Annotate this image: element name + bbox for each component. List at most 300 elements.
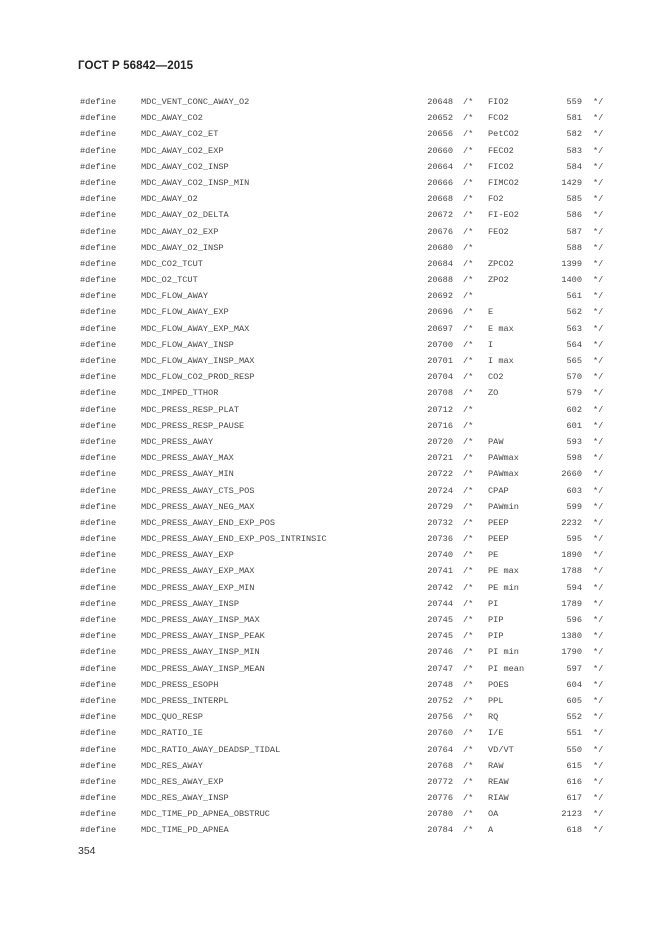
comment-number: 599 (566, 501, 582, 512)
comment-number: 2232 (561, 517, 582, 528)
define-row (0, 580, 661, 596)
define-keyword: #define (80, 550, 117, 561)
define-keyword: #define (80, 712, 117, 723)
define-keyword: #define (80, 663, 117, 674)
macro-code: 20776 (427, 793, 453, 804)
macro-name: MDC_PRESS_AWAY_MIN (141, 469, 234, 480)
comment-close: */ (593, 485, 604, 496)
comment-close: */ (593, 113, 604, 124)
macro-name: MDC_TIME_PD_APNEA (141, 825, 229, 836)
comment-number: 587 (566, 226, 582, 237)
comment-close: */ (593, 258, 604, 269)
define-row (0, 466, 661, 482)
define-row (0, 418, 661, 434)
comment-close: */ (593, 372, 604, 383)
macro-code: 20672 (427, 210, 453, 221)
comment-close: */ (593, 712, 604, 723)
macro-code: 20745 (427, 615, 453, 625)
define-listing (0, 94, 661, 839)
define-keyword: #define (80, 388, 117, 399)
macro-code: 20732 (427, 517, 453, 528)
comment-abbreviation: I max (488, 356, 514, 366)
comment-number: 563 (566, 323, 582, 334)
comment-number: 617 (566, 793, 582, 804)
macro-name: MDC_PRESS_AWAY_EXP_MIN (141, 582, 255, 593)
comment-abbreviation: CO2 (488, 372, 504, 383)
comment-number: 582 (566, 129, 582, 140)
comment-open: /* (463, 615, 474, 625)
macro-code: 20680 (427, 242, 453, 253)
define-row (0, 661, 661, 677)
macro-name: MDC_PRESS_AWAY_MAX (141, 453, 234, 464)
comment-abbreviation: PEEP (488, 534, 509, 545)
comment-abbreviation: ZPCO2 (488, 258, 514, 269)
macro-name: MDC_O2_TCUT (141, 275, 198, 286)
define-keyword: #define (80, 793, 117, 804)
macro-code: 20664 (427, 161, 453, 172)
macro-name: MDC_QUO_RESP (141, 712, 203, 723)
comment-number: 581 (566, 113, 582, 124)
macro-code: 20764 (427, 744, 453, 755)
define-keyword: #define (80, 469, 117, 480)
comment-number: 586 (566, 210, 582, 221)
comment-open: /* (463, 177, 474, 188)
comment-number: 1890 (561, 550, 582, 561)
comment-open: /* (463, 744, 474, 755)
comment-open: /* (463, 388, 474, 399)
macro-code: 20729 (427, 501, 453, 512)
define-row (0, 256, 661, 272)
define-keyword: #define (80, 372, 117, 383)
macro-code: 20745 (427, 631, 453, 642)
comment-number: 1789 (561, 598, 582, 609)
comment-close: */ (593, 793, 604, 804)
macro-code: 20724 (427, 485, 453, 496)
comment-abbreviation: CPAP (488, 485, 509, 496)
macro-name: MDC_IMPED_TTHOR (141, 388, 219, 399)
macro-name: MDC_PRESS_ESOPH (141, 679, 219, 690)
define-row (0, 677, 661, 693)
comment-open: /* (463, 129, 474, 140)
macro-name: MDC_PRESS_INTERPL (141, 695, 229, 706)
comment-abbreviation: PIP (488, 615, 504, 625)
define-keyword: #define (80, 145, 117, 156)
define-keyword: #define (80, 291, 117, 302)
comment-close: */ (593, 679, 604, 690)
define-row (0, 434, 661, 450)
define-keyword: #define (80, 582, 117, 593)
comment-close: */ (593, 453, 604, 464)
comment-abbreviation: PPL (488, 695, 504, 706)
comment-number: 559 (566, 97, 582, 107)
macro-code: 20666 (427, 177, 453, 188)
comment-open: /* (463, 356, 474, 366)
comment-close: */ (593, 825, 604, 836)
define-keyword: #define (80, 534, 117, 545)
define-row (0, 159, 661, 175)
comment-close: */ (593, 275, 604, 286)
macro-code: 20697 (427, 323, 453, 334)
comment-abbreviation: OA (488, 809, 499, 820)
comment-number: 605 (566, 695, 582, 706)
comment-close: */ (593, 598, 604, 609)
macro-name: MDC_AWAY_CO2 (141, 113, 203, 124)
comment-open: /* (463, 210, 474, 221)
define-row (0, 822, 661, 838)
define-keyword: #define (80, 453, 117, 464)
comment-open: /* (463, 663, 474, 674)
comment-close: */ (593, 339, 604, 350)
macro-name: MDC_PRESS_AWAY_NEG_MAX (141, 501, 255, 512)
comment-open: /* (463, 809, 474, 820)
define-row (0, 402, 661, 418)
comment-open: /* (463, 97, 474, 107)
macro-code: 20780 (427, 809, 453, 820)
define-row (0, 547, 661, 563)
comment-open: /* (463, 517, 474, 528)
comment-close: */ (593, 226, 604, 237)
comment-close: */ (593, 356, 604, 366)
comment-abbreviation: PI min (488, 647, 519, 658)
define-keyword: #define (80, 194, 117, 205)
comment-abbreviation: PAWmax (488, 469, 519, 480)
comment-close: */ (593, 663, 604, 674)
comment-close: */ (593, 129, 604, 140)
comment-abbreviation: PAWmin (488, 501, 519, 512)
comment-close: */ (593, 404, 604, 415)
comment-abbreviation: I/E (488, 728, 504, 739)
define-row (0, 563, 661, 579)
comment-number: 602 (566, 404, 582, 415)
comment-close: */ (593, 615, 604, 625)
macro-name: MDC_PRESS_AWAY_INSP_PEAK (141, 631, 265, 642)
macro-name: MDC_PRESS_AWAY_INSP_MAX (141, 615, 260, 625)
comment-open: /* (463, 760, 474, 771)
macro-code: 20652 (427, 113, 453, 124)
comment-open: /* (463, 420, 474, 431)
macro-code: 20742 (427, 582, 453, 593)
comment-close: */ (593, 420, 604, 431)
define-row (0, 644, 661, 660)
comment-close: */ (593, 647, 604, 658)
define-keyword: #define (80, 356, 117, 366)
macro-code: 20772 (427, 776, 453, 787)
define-keyword: #define (80, 161, 117, 172)
define-keyword: #define (80, 307, 117, 318)
define-keyword: #define (80, 517, 117, 528)
macro-code: 20756 (427, 712, 453, 723)
comment-close: */ (593, 323, 604, 334)
define-row (0, 126, 661, 142)
macro-code: 20747 (427, 663, 453, 674)
macro-name: MDC_FLOW_AWAY_EXP (141, 307, 229, 318)
macro-name: MDC_CO2_TCUT (141, 258, 203, 269)
comment-abbreviation: FCO2 (488, 113, 509, 124)
comment-number: 594 (566, 582, 582, 593)
comment-number: 564 (566, 339, 582, 350)
comment-open: /* (463, 776, 474, 787)
macro-code: 20704 (427, 372, 453, 383)
comment-open: /* (463, 582, 474, 593)
comment-open: /* (463, 291, 474, 302)
macro-code: 20722 (427, 469, 453, 480)
macro-name: MDC_RES_AWAY (141, 760, 203, 771)
macro-name: MDC_AWAY_O2_DELTA (141, 210, 229, 221)
comment-open: /* (463, 323, 474, 334)
comment-open: /* (463, 307, 474, 318)
macro-name: MDC_PRESS_AWAY_EXP_MAX (141, 566, 255, 577)
define-keyword: #define (80, 339, 117, 350)
comment-close: */ (593, 97, 604, 107)
define-keyword: #define (80, 695, 117, 706)
macro-name: MDC_RES_AWAY_INSP (141, 793, 229, 804)
macro-name: MDC_FLOW_AWAY_INSP (141, 339, 234, 350)
comment-number: 604 (566, 679, 582, 690)
comment-number: 618 (566, 825, 582, 836)
define-row (0, 272, 661, 288)
comment-abbreviation: FIO2 (488, 97, 509, 107)
macro-code: 20708 (427, 388, 453, 399)
macro-code: 20701 (427, 356, 453, 366)
comment-abbreviation: RQ (488, 712, 499, 723)
define-keyword: #define (80, 226, 117, 237)
define-row (0, 709, 661, 725)
macro-code: 20752 (427, 695, 453, 706)
macro-name: MDC_AWAY_CO2_INSP_MIN (141, 177, 250, 188)
comment-abbreviation: RIAW (488, 793, 509, 804)
macro-name: MDC_FLOW_AWAY_EXP_MAX (141, 323, 250, 334)
macro-code: 20716 (427, 420, 453, 431)
comment-abbreviation: PE min (488, 582, 519, 593)
comment-abbreviation: FECO2 (488, 145, 514, 156)
comment-number: 2660 (561, 469, 582, 480)
define-row (0, 483, 661, 499)
define-row (0, 369, 661, 385)
macro-code: 20712 (427, 404, 453, 415)
define-row (0, 240, 661, 256)
define-row (0, 175, 661, 191)
define-row (0, 207, 661, 223)
define-keyword: #define (80, 825, 117, 836)
macro-name: MDC_PRESS_AWAY_INSP_MEAN (141, 663, 265, 674)
define-row (0, 337, 661, 353)
comment-open: /* (463, 534, 474, 545)
define-row (0, 385, 661, 401)
macro-name: MDC_PRESS_AWAY_END_EXP_POS (141, 517, 276, 528)
comment-number: 588 (566, 242, 582, 253)
comment-abbreviation: E max (488, 323, 514, 334)
comment-open: /* (463, 226, 474, 237)
comment-abbreviation: POES (488, 679, 509, 690)
define-row (0, 191, 661, 207)
comment-number: 585 (566, 194, 582, 205)
define-keyword: #define (80, 679, 117, 690)
macro-name: MDC_TIME_PD_APNEA_OBSTRUC (141, 809, 270, 820)
comment-open: /* (463, 793, 474, 804)
define-keyword: #define (80, 809, 117, 820)
comment-abbreviation: E (488, 307, 494, 318)
comment-number: 596 (566, 615, 582, 625)
define-keyword: #define (80, 598, 117, 609)
comment-open: /* (463, 647, 474, 658)
macro-name: MDC_FLOW_AWAY (141, 291, 209, 302)
macro-name: MDC_AWAY_CO2_INSP (141, 161, 229, 172)
define-keyword: #define (80, 242, 117, 253)
comment-abbreviation: PAWmax (488, 453, 519, 464)
macro-code: 20736 (427, 534, 453, 545)
comment-number: 615 (566, 760, 582, 771)
macro-code: 20784 (427, 825, 453, 836)
comment-open: /* (463, 485, 474, 496)
macro-code: 20744 (427, 598, 453, 609)
define-keyword: #define (80, 323, 117, 334)
macro-code: 20676 (427, 226, 453, 237)
macro-name: MDC_PRESS_AWAY_INSP (141, 598, 239, 609)
comment-open: /* (463, 275, 474, 286)
define-keyword: #define (80, 631, 117, 642)
comment-close: */ (593, 210, 604, 221)
define-row (0, 742, 661, 758)
define-row (0, 790, 661, 806)
macro-name: MDC_PRESS_RESP_PAUSE (141, 420, 245, 431)
comment-close: */ (593, 469, 604, 480)
comment-close: */ (593, 809, 604, 820)
comment-number: 561 (566, 291, 582, 302)
macro-code: 20660 (427, 145, 453, 156)
define-row (0, 774, 661, 790)
comment-open: /* (463, 566, 474, 577)
comment-close: */ (593, 436, 604, 447)
comment-number: 595 (566, 534, 582, 545)
comment-open: /* (463, 825, 474, 836)
macro-code: 20768 (427, 760, 453, 771)
comment-number: 565 (566, 356, 582, 366)
macro-name: MDC_AWAY_O2_EXP (141, 226, 219, 237)
macro-name: MDC_AWAY_O2 (141, 194, 198, 205)
comment-open: /* (463, 113, 474, 124)
comment-close: */ (593, 582, 604, 593)
macro-code: 20648 (427, 97, 453, 107)
comment-abbreviation: PI mean (488, 663, 525, 674)
comment-abbreviation: VD/VT (488, 744, 514, 755)
define-keyword: #define (80, 776, 117, 787)
define-keyword: #define (80, 275, 117, 286)
define-keyword: #define (80, 485, 117, 496)
comment-abbreviation: PE max (488, 566, 519, 577)
define-keyword: #define (80, 615, 117, 625)
comment-abbreviation: A (488, 825, 494, 836)
define-row (0, 612, 661, 628)
macro-name: MDC_FLOW_AWAY_INSP_MAX (141, 356, 255, 366)
comment-number: 1399 (561, 258, 582, 269)
macro-code: 20741 (427, 566, 453, 577)
comment-abbreviation: PEEP (488, 517, 509, 528)
comment-close: */ (593, 291, 604, 302)
comment-close: */ (593, 145, 604, 156)
macro-code: 20700 (427, 339, 453, 350)
macro-code: 20684 (427, 258, 453, 269)
macro-name: MDC_FLOW_CO2_PROD_RESP (141, 372, 255, 383)
define-keyword: #define (80, 647, 117, 658)
comment-close: */ (593, 550, 604, 561)
comment-number: 1400 (561, 275, 582, 286)
comment-close: */ (593, 744, 604, 755)
define-row (0, 143, 661, 159)
comment-abbreviation: RAW (488, 760, 504, 771)
comment-abbreviation: FIMCO2 (488, 177, 519, 188)
comment-abbreviation: PAW (488, 436, 504, 447)
define-row (0, 353, 661, 369)
macro-name: MDC_RATIO_AWAY_DEADSP_TIDAL (141, 744, 281, 755)
define-keyword: #define (80, 97, 117, 107)
comment-open: /* (463, 453, 474, 464)
comment-open: /* (463, 258, 474, 269)
comment-open: /* (463, 372, 474, 383)
comment-abbreviation: I (488, 339, 494, 350)
comment-close: */ (593, 517, 604, 528)
define-keyword: #define (80, 728, 117, 739)
comment-open: /* (463, 404, 474, 415)
comment-abbreviation: FI-EO2 (488, 210, 519, 221)
comment-abbreviation: PIP (488, 631, 504, 642)
macro-code: 20760 (427, 728, 453, 739)
comment-abbreviation: REAW (488, 776, 509, 787)
comment-number: 552 (566, 712, 582, 723)
macro-name: MDC_PRESS_AWAY_EXP (141, 550, 234, 561)
comment-close: */ (593, 194, 604, 205)
comment-open: /* (463, 145, 474, 156)
comment-close: */ (593, 728, 604, 739)
define-keyword: #define (80, 501, 117, 512)
comment-open: /* (463, 161, 474, 172)
define-row (0, 110, 661, 126)
comment-open: /* (463, 469, 474, 480)
macro-name: MDC_AWAY_CO2_ET (141, 129, 219, 140)
comment-close: */ (593, 177, 604, 188)
define-keyword: #define (80, 177, 117, 188)
page-number: 354 (78, 845, 96, 857)
comment-close: */ (593, 161, 604, 172)
comment-close: */ (593, 242, 604, 253)
comment-number: 2123 (561, 809, 582, 820)
macro-name: MDC_RATIO_IE (141, 728, 203, 739)
define-keyword: #define (80, 113, 117, 124)
comment-number: 598 (566, 453, 582, 464)
macro-code: 20748 (427, 679, 453, 690)
comment-number: 616 (566, 776, 582, 787)
comment-abbreviation: FEO2 (488, 226, 509, 237)
comment-open: /* (463, 695, 474, 706)
define-row (0, 806, 661, 822)
define-row (0, 288, 661, 304)
comment-number: 570 (566, 372, 582, 383)
macro-code: 20688 (427, 275, 453, 286)
comment-abbreviation: FICO2 (488, 161, 514, 172)
comment-close: */ (593, 534, 604, 545)
macro-name: MDC_PRESS_RESP_PLAT (141, 404, 239, 415)
define-keyword: #define (80, 129, 117, 140)
comment-close: */ (593, 776, 604, 787)
macro-name: MDC_PRESS_AWAY_END_EXP_POS_INTRINSIC (141, 534, 327, 545)
macro-code: 20746 (427, 647, 453, 658)
macro-name: MDC_PRESS_AWAY (141, 436, 214, 447)
comment-abbreviation: PE (488, 550, 499, 561)
define-row (0, 693, 661, 709)
comment-abbreviation: ZPO2 (488, 275, 509, 286)
macro-code: 20696 (427, 307, 453, 318)
define-keyword: #define (80, 420, 117, 431)
comment-open: /* (463, 631, 474, 642)
